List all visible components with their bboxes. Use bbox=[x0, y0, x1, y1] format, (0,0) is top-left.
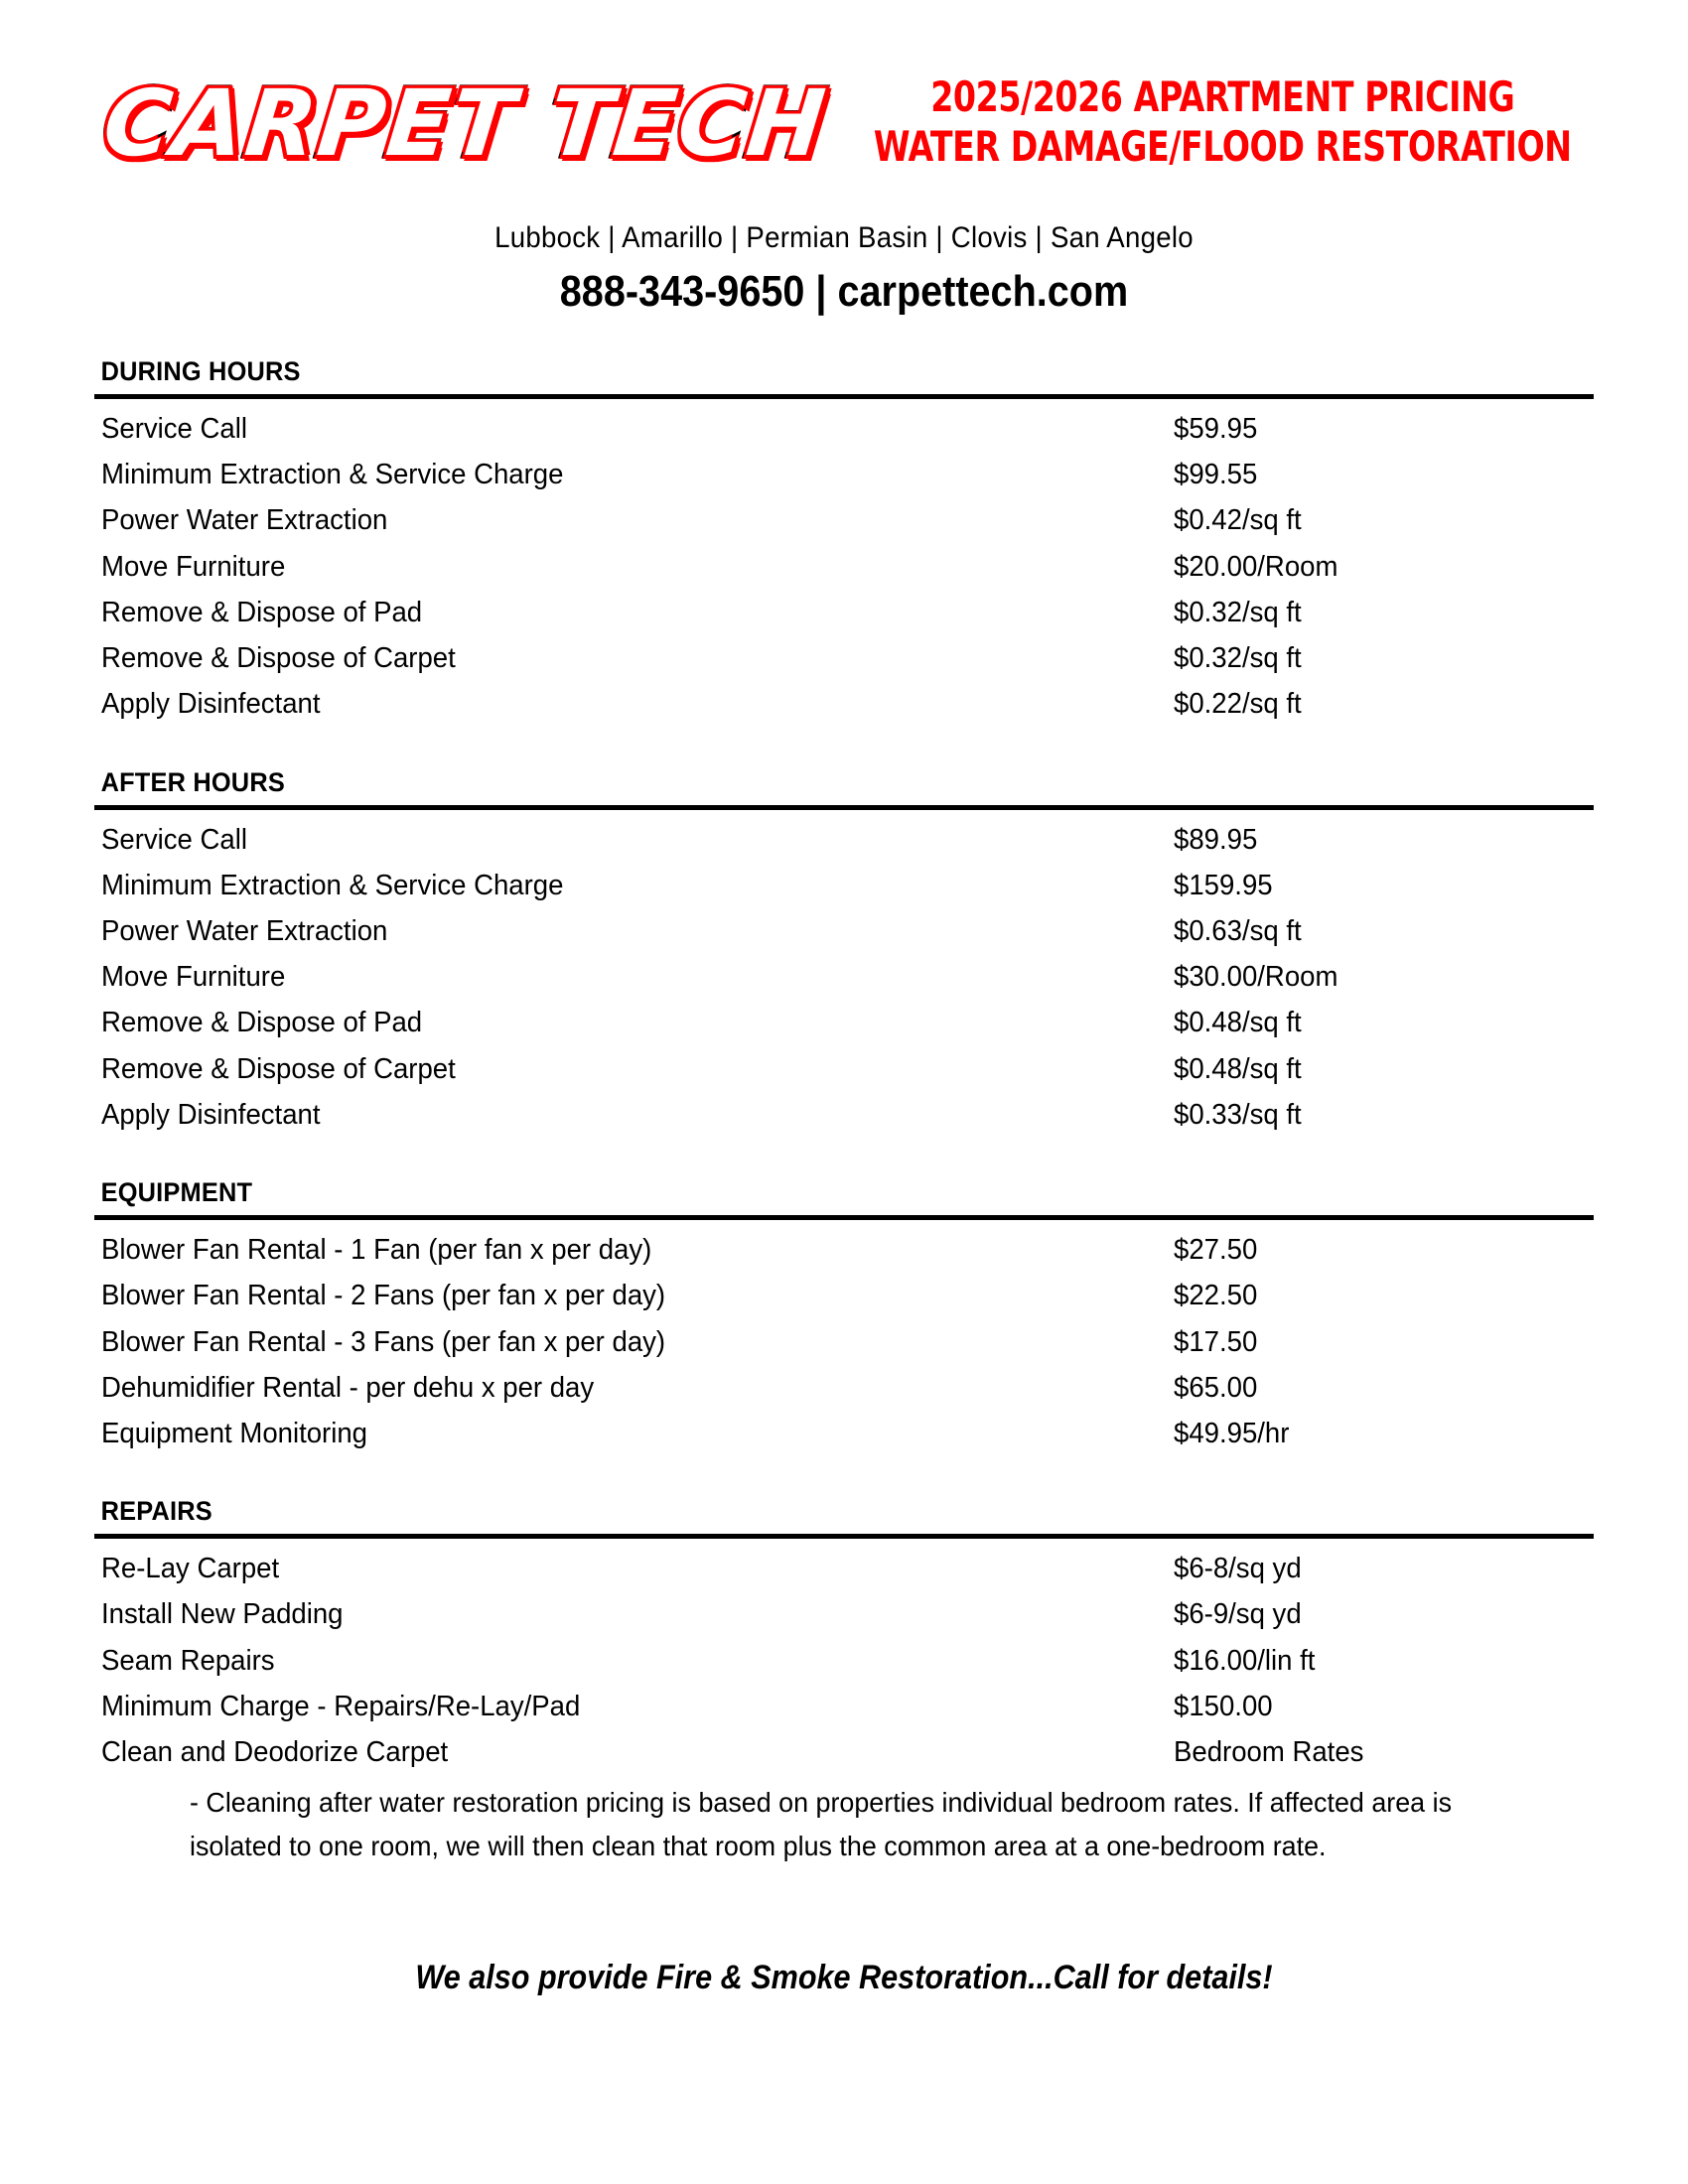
section-divider bbox=[94, 1215, 1594, 1220]
section-divider bbox=[94, 805, 1594, 810]
price-row bbox=[94, 1365, 1594, 1411]
price-row bbox=[94, 544, 1594, 590]
price-row-label: Blower Fan Rental - 1 Fan (per fan x per day) bbox=[101, 1234, 652, 1267]
price-row-value: $0.42/sq ft bbox=[1174, 504, 1302, 537]
price-row-value: $0.48/sq ft bbox=[1174, 1007, 1302, 1039]
price-row bbox=[94, 954, 1594, 1000]
price-row-value: $65.00 bbox=[1174, 1371, 1258, 1404]
price-row-value: $150.00 bbox=[1174, 1690, 1273, 1722]
price-row-value: $6-8/sq yd bbox=[1174, 1553, 1302, 1585]
section-divider bbox=[94, 1534, 1594, 1539]
price-row-label: Apply Disinfectant bbox=[101, 1098, 321, 1131]
price-row-label: Move Furniture bbox=[101, 961, 286, 994]
price-row-value: $159.95 bbox=[1174, 869, 1273, 901]
price-row bbox=[94, 1046, 1594, 1092]
price-row-label: Install New Padding bbox=[101, 1598, 344, 1631]
price-row-value: $0.32/sq ft bbox=[1174, 642, 1302, 675]
price-row-label: Power Water Extraction bbox=[101, 914, 388, 947]
price-row-label: Minimum Extraction & Service Charge bbox=[101, 459, 564, 491]
section-note: - Cleaning after water restoration pricing is based on properties individual bedroom rates. If affected area is isolated to one room, we will then clean that room plus the common area at a one-bedroom rate. bbox=[190, 1787, 1453, 1861]
price-row-label: Equipment Monitoring bbox=[101, 1417, 368, 1449]
service-areas: Lubbock | Amarillo | Permian Basin | Clovis | San Angelo bbox=[494, 221, 1194, 254]
price-row bbox=[94, 452, 1594, 497]
pricing-section bbox=[94, 356, 1594, 728]
price-row bbox=[94, 1729, 1594, 1775]
price-row-label: Remove & Dispose of Pad bbox=[101, 596, 423, 628]
price-row bbox=[94, 590, 1594, 635]
contact-line: 888-343-9650 | carpettech.com bbox=[559, 267, 1129, 316]
price-row-value: $27.50 bbox=[1174, 1234, 1258, 1267]
pricing-section bbox=[94, 1177, 1594, 1456]
price-row-value: $89.95 bbox=[1174, 823, 1258, 856]
price-row-value: $22.50 bbox=[1174, 1280, 1258, 1312]
price-row-value: $0.48/sq ft bbox=[1174, 1052, 1302, 1085]
price-row bbox=[94, 1638, 1594, 1684]
price-row-label: Power Water Extraction bbox=[101, 504, 388, 537]
price-row-value: $17.50 bbox=[1174, 1325, 1258, 1358]
footer-tagline: We also provide Fire & Smoke Restoration...Call for details! bbox=[415, 1959, 1273, 1997]
price-row bbox=[94, 497, 1594, 543]
price-row-label: Minimum Charge - Repairs/Re-Lay/Pad bbox=[101, 1690, 581, 1722]
price-row-label: Blower Fan Rental - 3 Fans (per fan x per day) bbox=[101, 1325, 666, 1358]
price-row-label: Remove & Dispose of Carpet bbox=[101, 1052, 456, 1085]
section-divider bbox=[94, 394, 1594, 399]
price-row-label: Service Call bbox=[101, 413, 247, 445]
price-row-label: Remove & Dispose of Carpet bbox=[101, 642, 456, 675]
price-row-value: $49.95/hr bbox=[1174, 1417, 1290, 1449]
price-row-label: Seam Repairs bbox=[101, 1644, 275, 1677]
price-row bbox=[94, 1092, 1594, 1138]
price-row-value: $59.95 bbox=[1174, 413, 1258, 445]
price-row-label: Move Furniture bbox=[101, 550, 286, 583]
price-row bbox=[94, 1227, 1594, 1273]
price-row-value: $30.00/Room bbox=[1174, 961, 1338, 994]
header-title-block bbox=[826, 72, 1619, 171]
price-row bbox=[94, 1546, 1594, 1591]
price-row-value: $0.22/sq ft bbox=[1174, 688, 1302, 721]
price-row-value: $0.63/sq ft bbox=[1174, 914, 1302, 947]
price-row-label: Clean and Deodorize Carpet bbox=[101, 1736, 449, 1769]
price-row-label: Service Call bbox=[101, 823, 247, 856]
price-row bbox=[94, 1684, 1594, 1729]
price-row-value: $0.33/sq ft bbox=[1174, 1098, 1302, 1131]
section-heading: AFTER HOURS bbox=[100, 766, 285, 797]
price-row-label: Apply Disinfectant bbox=[101, 688, 321, 721]
pricing-sections bbox=[94, 356, 1594, 1867]
price-row bbox=[94, 635, 1594, 681]
pricing-section bbox=[94, 1496, 1594, 1867]
price-row bbox=[94, 1273, 1594, 1318]
page-title-line-1: 2025/2026 APARTMENT PRICING bbox=[929, 71, 1515, 121]
price-row-value: $0.32/sq ft bbox=[1174, 596, 1302, 628]
document-header bbox=[94, 0, 1594, 186]
price-row bbox=[94, 1000, 1594, 1045]
carpet-tech-logo: CARPET TECH bbox=[98, 69, 832, 177]
price-row-value: Bedroom Rates bbox=[1174, 1736, 1364, 1769]
price-row-value: $6-9/sq yd bbox=[1174, 1598, 1302, 1631]
price-row-label: Remove & Dispose of Pad bbox=[101, 1007, 423, 1039]
price-row bbox=[94, 406, 1594, 452]
page-title-line-2: WATER DAMAGE/FLOOD RESTORATION bbox=[873, 121, 1572, 171]
price-row-value: $20.00/Room bbox=[1174, 550, 1338, 583]
price-row-value: $16.00/lin ft bbox=[1174, 1644, 1316, 1677]
section-heading: EQUIPMENT bbox=[100, 1177, 253, 1208]
price-row-label: Blower Fan Rental - 2 Fans (per fan x per day) bbox=[101, 1280, 666, 1312]
price-row bbox=[94, 1411, 1594, 1456]
price-row-label: Dehumidifier Rental - per dehu x per day bbox=[101, 1371, 595, 1404]
price-row-label: Re-Lay Carpet bbox=[101, 1553, 280, 1585]
price-row bbox=[94, 817, 1594, 863]
price-row bbox=[94, 1319, 1594, 1365]
price-row-label: Minimum Extraction & Service Charge bbox=[101, 869, 564, 901]
price-row bbox=[94, 1591, 1594, 1637]
price-row-value: $99.55 bbox=[1174, 459, 1258, 491]
pricing-section bbox=[94, 767, 1594, 1139]
price-row bbox=[94, 908, 1594, 954]
price-row bbox=[94, 863, 1594, 908]
price-row bbox=[94, 681, 1594, 727]
section-heading: DURING HOURS bbox=[100, 356, 301, 386]
section-heading: REPAIRS bbox=[100, 1496, 212, 1527]
